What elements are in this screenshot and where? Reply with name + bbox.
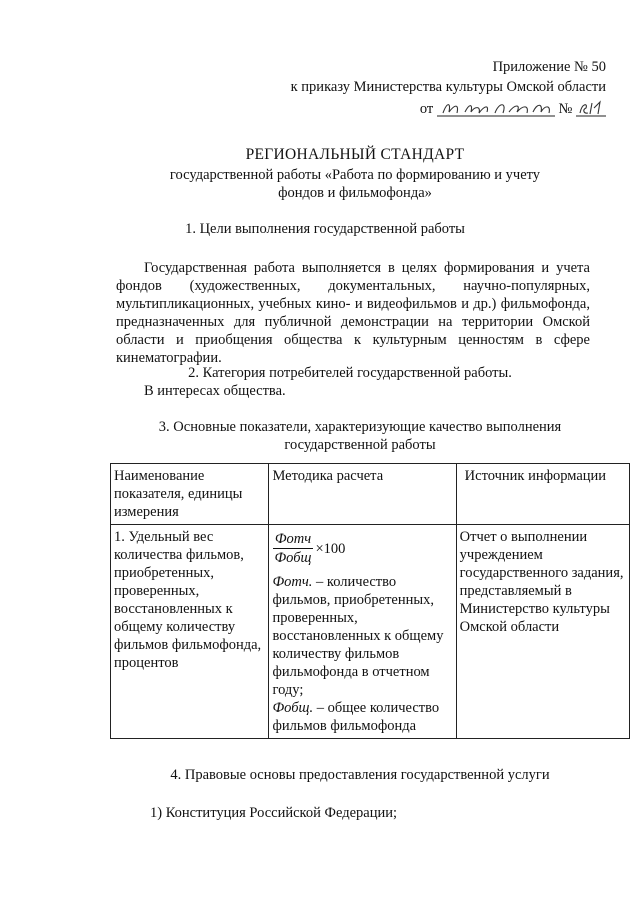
- title-line-2: государственной работы «Работа по формированию и учету: [169, 167, 541, 183]
- table-header-source: Источник информации: [456, 464, 629, 525]
- table-header-method: Методика расчета: [269, 464, 456, 525]
- section-1-paragraph: [116, 259, 590, 367]
- section-2-text: В интересах общества.: [144, 383, 286, 399]
- formula-numerator: Фотч: [274, 531, 312, 547]
- formula-fraction: [272, 530, 313, 567]
- definition-1-text: – количество фильмов, приобретенных, проверенных, восстановленных к общему количеству фильмов фильмофонда в отчетном году;: [272, 574, 444, 698]
- section-4-item-1: 1) Конституция Российской Федерации;: [150, 805, 397, 821]
- definition-2-text: – общее количество фильмов фильмофонда: [272, 700, 440, 734]
- indicators-table: [110, 463, 630, 739]
- section-3-heading-line-2: государственной работы: [284, 437, 436, 453]
- table-cell-indicator: 1. Удельный вес количества фильмов, приобретенных, проверенных, восстановленных к общему количеству фильмов фильмофонда, процентов: [111, 525, 269, 739]
- definition-1-term: Фотч.: [272, 574, 313, 590]
- order-date-line: [291, 98, 606, 118]
- section-1-heading: 1. Цели выполнения государственной работы: [185, 221, 465, 237]
- table-cell-source: Отчет о выполнении учреждением государственного задания, представляемый в Министерство культуры Омской области: [456, 525, 629, 739]
- date-prefix: от: [419, 101, 434, 117]
- definition-1: [272, 573, 452, 699]
- handwritten-date: [437, 98, 555, 118]
- section-2-heading: 2. Категория потребителей государственной работы.: [188, 365, 512, 381]
- table-cell-method: [269, 525, 456, 739]
- document-title: [150, 146, 560, 202]
- section-3-heading: [100, 418, 620, 454]
- table-header-row: [111, 464, 630, 525]
- title-line-1: РЕГИОНАЛЬНЫЙ СТАНДАРТ: [245, 146, 465, 163]
- number-prefix: №: [558, 101, 573, 117]
- order-reference: к приказу Министерства культуры Омской области: [290, 79, 606, 95]
- section-1-text: Государственная работа выполняется в целях формирования и учета фондов (художественных, документальных, научно-популярных, мультипликационных, учебных кино- и видеофильмов и др.) фильмофонда, предназначенных для публичной демонстрации на территории Омской области и приобщения общества к культурным ценностям в сфере кинематографии.: [116, 260, 590, 366]
- section-4-heading: 4. Правовые основы предоставления государственной услуги: [170, 767, 550, 783]
- definition-2: [272, 699, 452, 735]
- appendix-number: Приложение № 50: [492, 59, 606, 75]
- section-3-heading-line-1: 3. Основные показатели, характеризующие качество выполнения: [158, 419, 562, 435]
- appendix-header: [291, 58, 606, 118]
- formula-multiplier: ×100: [315, 540, 346, 557]
- definition-2-term: Фобщ.: [272, 700, 314, 716]
- formula: [272, 530, 345, 567]
- title-line-3: фондов и фильмофонда»: [278, 185, 432, 201]
- handwritten-number: [576, 98, 606, 118]
- table-header-indicator: Наименование показателя, единицы измерения: [111, 464, 269, 525]
- formula-denominator: Фобщ: [274, 550, 312, 566]
- table-row: [111, 525, 630, 739]
